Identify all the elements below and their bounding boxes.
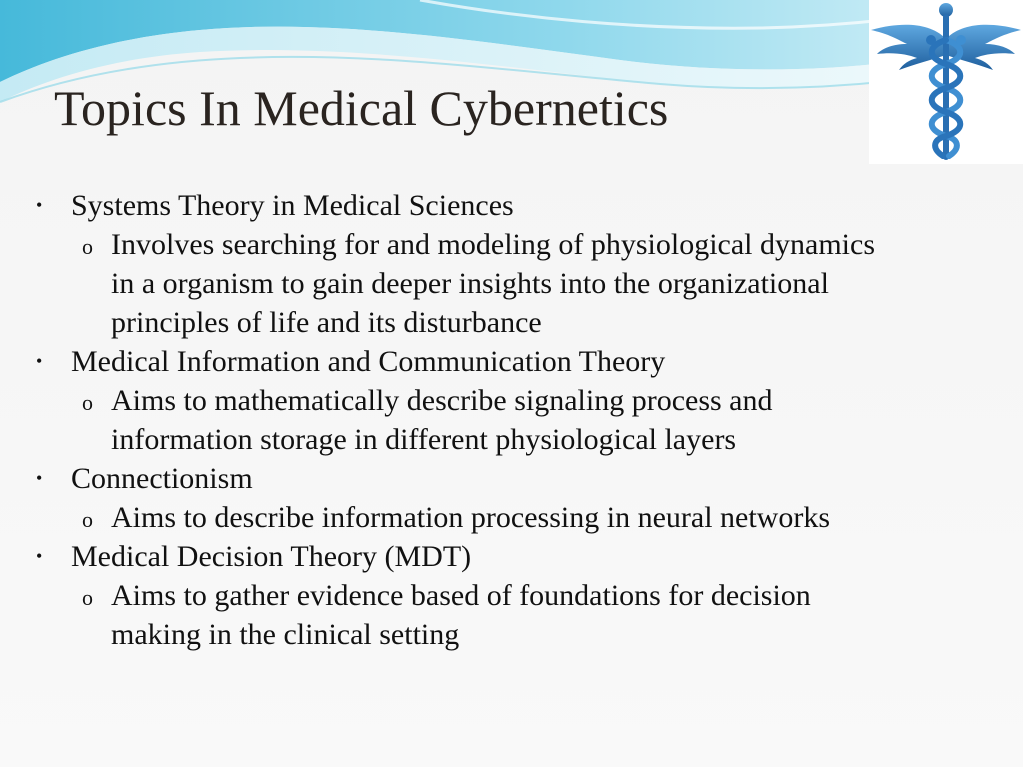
topic-detail-row	[0, 225, 1023, 342]
topic-detail: Involves searching for and modeling of physiological dynamics in a organism to gain deeper insights into the organizational principles of life and its disturbance	[111, 228, 875, 339]
topic-list	[0, 186, 1023, 654]
topic-item	[0, 537, 1023, 654]
topic-heading: Medical Decision Theory (MDT)	[71, 540, 472, 573]
sub-bullet-icon: o	[82, 507, 93, 532]
topic-item	[0, 459, 1023, 537]
topic-heading: Medical Information and Communication Theory	[71, 345, 666, 378]
bullet-icon: •	[36, 195, 43, 215]
slide-title: Topics In Medical Cybernetics	[54, 80, 669, 136]
topic-detail-row	[0, 576, 1023, 654]
topic-heading-row	[0, 186, 1023, 225]
bullet-icon: •	[36, 468, 43, 488]
topic-detail-row	[0, 498, 1023, 537]
topic-heading-row	[0, 459, 1023, 498]
sub-bullet-icon: o	[82, 585, 93, 610]
bullet-icon: •	[36, 546, 43, 566]
topic-heading-row	[0, 342, 1023, 381]
topic-item	[0, 186, 1023, 342]
topic-heading-row	[0, 537, 1023, 576]
bullet-icon: •	[36, 351, 43, 371]
topic-detail: Aims to describe information processing in neural networks	[111, 501, 831, 534]
topic-detail: Aims to mathematically describe signaling process and information storage in different physiological layers	[111, 384, 773, 456]
sub-bullet-icon: o	[82, 234, 93, 259]
caduceus-icon	[869, 0, 1023, 164]
topic-item	[0, 342, 1023, 459]
topic-heading: Connectionism	[71, 462, 253, 495]
topic-heading: Systems Theory in Medical Sciences	[71, 189, 514, 222]
topic-detail: Aims to gather evidence based of foundations for decision making in the clinical setting	[111, 579, 811, 651]
caduceus-logo	[869, 0, 1023, 164]
topic-detail-row	[0, 381, 1023, 459]
sub-bullet-icon: o	[82, 390, 93, 415]
